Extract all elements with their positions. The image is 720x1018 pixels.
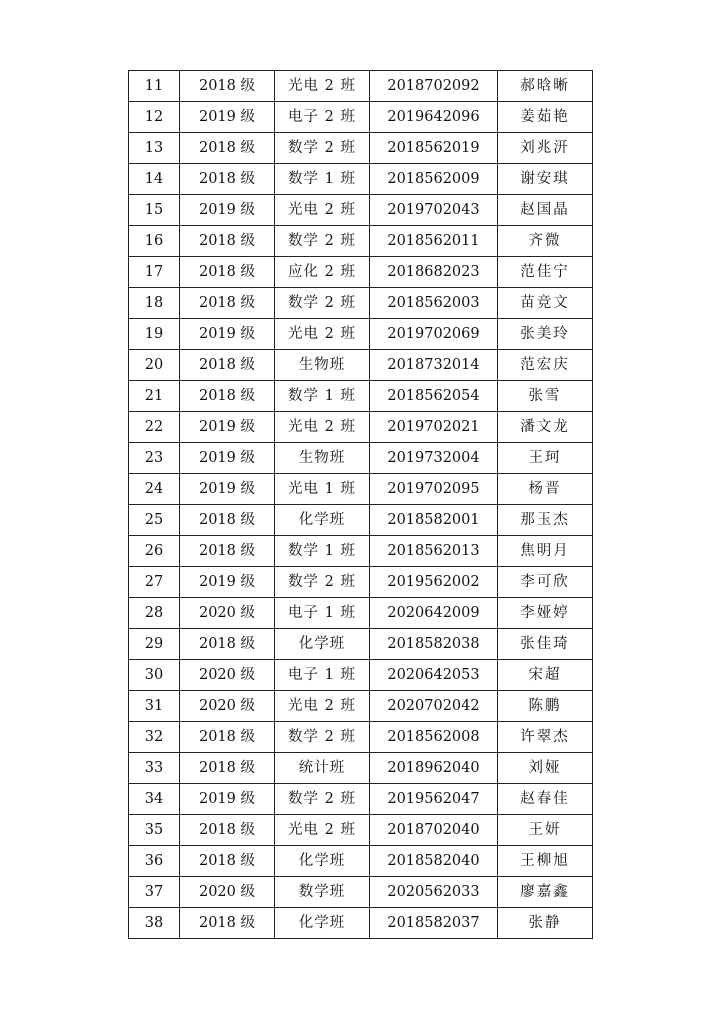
class-cell: 数学 2 班 <box>275 133 370 164</box>
grade-cell: 2018 级 <box>180 257 275 288</box>
grade-cell: 2019 级 <box>180 102 275 133</box>
student-name-cell: 杨晋 <box>498 474 593 505</box>
student-name-cell: 焦明月 <box>498 536 593 567</box>
class-cell: 数学 2 班 <box>275 567 370 598</box>
row-number-cell: 35 <box>129 815 180 846</box>
grade-cell: 2020 级 <box>180 660 275 691</box>
row-number-cell: 26 <box>129 536 180 567</box>
row-number-cell: 25 <box>129 505 180 536</box>
student-name-cell: 谢安琪 <box>498 164 593 195</box>
grade-cell: 2019 级 <box>180 567 275 598</box>
student-name-cell: 齐微 <box>498 226 593 257</box>
grade-cell: 2019 级 <box>180 474 275 505</box>
row-number-cell: 23 <box>129 443 180 474</box>
grade-cell: 2018 级 <box>180 536 275 567</box>
class-cell: 光电 1 班 <box>275 474 370 505</box>
table-row <box>129 536 593 567</box>
grade-cell: 2020 级 <box>180 691 275 722</box>
class-cell: 光电 2 班 <box>275 691 370 722</box>
row-number-cell: 38 <box>129 908 180 939</box>
student-name-cell: 张静 <box>498 908 593 939</box>
table-row <box>129 102 593 133</box>
student-id-cell: 2018702040 <box>370 815 498 846</box>
student-id-cell: 2020642009 <box>370 598 498 629</box>
class-cell: 应化 2 班 <box>275 257 370 288</box>
student-id-cell: 2018582037 <box>370 908 498 939</box>
student-id-cell: 2019702021 <box>370 412 498 443</box>
student-id-cell: 2019562047 <box>370 784 498 815</box>
class-cell: 电子 2 班 <box>275 102 370 133</box>
table-row <box>129 474 593 505</box>
table-row <box>129 226 593 257</box>
student-id-cell: 2020562033 <box>370 877 498 908</box>
grade-cell: 2019 级 <box>180 195 275 226</box>
row-number-cell: 13 <box>129 133 180 164</box>
student-name-cell: 赵春佳 <box>498 784 593 815</box>
student-name-cell: 那玉杰 <box>498 505 593 536</box>
table-row <box>129 257 593 288</box>
student-name-cell: 宋超 <box>498 660 593 691</box>
grade-cell: 2018 级 <box>180 164 275 195</box>
table-row <box>129 381 593 412</box>
student-name-cell: 王妍 <box>498 815 593 846</box>
row-number-cell: 31 <box>129 691 180 722</box>
class-cell: 数学 2 班 <box>275 784 370 815</box>
class-cell: 化学班 <box>275 908 370 939</box>
class-cell: 化学班 <box>275 846 370 877</box>
row-number-cell: 14 <box>129 164 180 195</box>
table-row <box>129 753 593 784</box>
student-id-cell: 2019702069 <box>370 319 498 350</box>
student-name-cell: 赵国晶 <box>498 195 593 226</box>
row-number-cell: 28 <box>129 598 180 629</box>
class-cell: 光电 2 班 <box>275 71 370 102</box>
table-row <box>129 877 593 908</box>
grade-cell: 2018 级 <box>180 505 275 536</box>
grade-cell: 2018 级 <box>180 71 275 102</box>
student-id-cell: 2019642096 <box>370 102 498 133</box>
student-id-cell: 2020642053 <box>370 660 498 691</box>
grade-cell: 2018 级 <box>180 133 275 164</box>
grade-cell: 2020 级 <box>180 877 275 908</box>
class-cell: 数学 2 班 <box>275 288 370 319</box>
student-name-cell: 刘兆汧 <box>498 133 593 164</box>
grade-cell: 2018 级 <box>180 629 275 660</box>
student-name-cell: 张佳琦 <box>498 629 593 660</box>
row-number-cell: 19 <box>129 319 180 350</box>
student-id-cell: 2019562002 <box>370 567 498 598</box>
row-number-cell: 15 <box>129 195 180 226</box>
table-row <box>129 412 593 443</box>
grade-cell: 2018 级 <box>180 381 275 412</box>
table-row <box>129 195 593 226</box>
row-number-cell: 34 <box>129 784 180 815</box>
table-row <box>129 288 593 319</box>
student-name-cell: 许翠杰 <box>498 722 593 753</box>
class-cell: 生物班 <box>275 443 370 474</box>
student-id-cell: 2018582001 <box>370 505 498 536</box>
grade-cell: 2019 级 <box>180 443 275 474</box>
row-number-cell: 22 <box>129 412 180 443</box>
row-number-cell: 17 <box>129 257 180 288</box>
row-number-cell: 33 <box>129 753 180 784</box>
student-name-cell: 刘娅 <box>498 753 593 784</box>
student-name-cell: 王珂 <box>498 443 593 474</box>
student-id-cell: 2018962040 <box>370 753 498 784</box>
student-name-cell: 张雪 <box>498 381 593 412</box>
grade-cell: 2018 级 <box>180 350 275 381</box>
student-id-cell: 2018562003 <box>370 288 498 319</box>
table-row <box>129 660 593 691</box>
table-row <box>129 908 593 939</box>
student-name-cell: 陈鹏 <box>498 691 593 722</box>
student-id-cell: 2018682023 <box>370 257 498 288</box>
class-cell: 数学 1 班 <box>275 536 370 567</box>
student-name-cell: 姜茹艳 <box>498 102 593 133</box>
table-row <box>129 598 593 629</box>
student-id-cell: 2020702042 <box>370 691 498 722</box>
student-id-cell: 2018702092 <box>370 71 498 102</box>
grade-cell: 2018 级 <box>180 815 275 846</box>
student-id-cell: 2018582038 <box>370 629 498 660</box>
table-row <box>129 629 593 660</box>
row-number-cell: 18 <box>129 288 180 319</box>
table-row <box>129 71 593 102</box>
student-id-cell: 2019702043 <box>370 195 498 226</box>
grade-cell: 2018 级 <box>180 288 275 319</box>
student-name-cell: 李可欣 <box>498 567 593 598</box>
grade-cell: 2019 级 <box>180 784 275 815</box>
student-id-cell: 2018732014 <box>370 350 498 381</box>
table-row <box>129 784 593 815</box>
table-row <box>129 722 593 753</box>
roster-body <box>129 71 593 939</box>
grade-cell: 2018 级 <box>180 722 275 753</box>
table-row <box>129 319 593 350</box>
table-row <box>129 846 593 877</box>
table-row <box>129 567 593 598</box>
row-number-cell: 27 <box>129 567 180 598</box>
row-number-cell: 37 <box>129 877 180 908</box>
student-name-cell: 张美玲 <box>498 319 593 350</box>
student-name-cell: 王柳旭 <box>498 846 593 877</box>
grade-cell: 2018 级 <box>180 908 275 939</box>
row-number-cell: 36 <box>129 846 180 877</box>
grade-cell: 2018 级 <box>180 846 275 877</box>
row-number-cell: 30 <box>129 660 180 691</box>
row-number-cell: 21 <box>129 381 180 412</box>
student-id-cell: 2018562054 <box>370 381 498 412</box>
class-cell: 光电 2 班 <box>275 195 370 226</box>
class-cell: 电子 1 班 <box>275 660 370 691</box>
grade-cell: 2019 级 <box>180 412 275 443</box>
table-row <box>129 505 593 536</box>
student-id-cell: 2019732004 <box>370 443 498 474</box>
table-row <box>129 443 593 474</box>
class-cell: 统计班 <box>275 753 370 784</box>
student-id-cell: 2019702095 <box>370 474 498 505</box>
class-cell: 数学班 <box>275 877 370 908</box>
table-row <box>129 691 593 722</box>
student-name-cell: 李娅婷 <box>498 598 593 629</box>
class-cell: 光电 2 班 <box>275 319 370 350</box>
row-number-cell: 16 <box>129 226 180 257</box>
student-name-cell: 郝晗晰 <box>498 71 593 102</box>
table-row <box>129 133 593 164</box>
student-name-cell: 苗竞文 <box>498 288 593 319</box>
grade-cell: 2019 级 <box>180 319 275 350</box>
class-cell: 光电 2 班 <box>275 412 370 443</box>
student-roster-table <box>128 70 593 939</box>
row-number-cell: 11 <box>129 71 180 102</box>
class-cell: 数学 2 班 <box>275 226 370 257</box>
student-name-cell: 范宏庆 <box>498 350 593 381</box>
student-id-cell: 2018562009 <box>370 164 498 195</box>
class-cell: 数学 2 班 <box>275 722 370 753</box>
row-number-cell: 20 <box>129 350 180 381</box>
row-number-cell: 29 <box>129 629 180 660</box>
table-row <box>129 815 593 846</box>
student-name-cell: 潘文龙 <box>498 412 593 443</box>
student-id-cell: 2018562019 <box>370 133 498 164</box>
class-cell: 数学 1 班 <box>275 164 370 195</box>
class-cell: 化学班 <box>275 505 370 536</box>
grade-cell: 2018 级 <box>180 226 275 257</box>
student-id-cell: 2018582040 <box>370 846 498 877</box>
student-id-cell: 2018562013 <box>370 536 498 567</box>
row-number-cell: 12 <box>129 102 180 133</box>
student-id-cell: 2018562011 <box>370 226 498 257</box>
student-name-cell: 廖嘉鑫 <box>498 877 593 908</box>
table-row <box>129 350 593 381</box>
grade-cell: 2018 级 <box>180 753 275 784</box>
class-cell: 光电 2 班 <box>275 815 370 846</box>
table-row <box>129 164 593 195</box>
class-cell: 生物班 <box>275 350 370 381</box>
class-cell: 化学班 <box>275 629 370 660</box>
student-id-cell: 2018562008 <box>370 722 498 753</box>
class-cell: 数学 1 班 <box>275 381 370 412</box>
class-cell: 电子 1 班 <box>275 598 370 629</box>
row-number-cell: 32 <box>129 722 180 753</box>
row-number-cell: 24 <box>129 474 180 505</box>
grade-cell: 2020 级 <box>180 598 275 629</box>
student-name-cell: 范佳宁 <box>498 257 593 288</box>
